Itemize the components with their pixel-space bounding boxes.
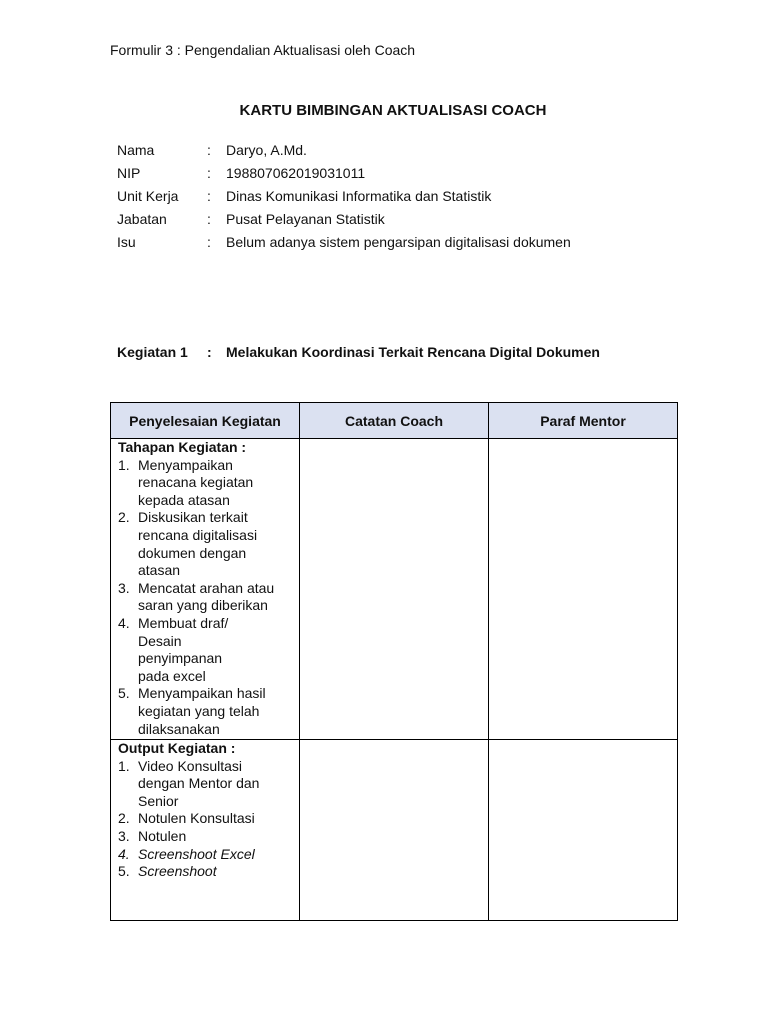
item-line: Screenshoot bbox=[138, 863, 217, 880]
item-text bbox=[138, 615, 293, 685]
output-list bbox=[118, 758, 293, 881]
item-line: Notulen Konsultasi bbox=[138, 810, 255, 827]
info-label: Jabatan bbox=[117, 211, 167, 228]
item-line: Mencatat arahan atau bbox=[138, 579, 275, 596]
list-item bbox=[118, 846, 293, 864]
item-line: pada excel bbox=[138, 667, 206, 684]
tahapan-list bbox=[118, 457, 293, 739]
kegiatan-colon: : bbox=[207, 344, 212, 360]
item-number: 3. bbox=[118, 579, 130, 596]
item-number: 2. bbox=[118, 810, 130, 827]
item-number: 3. bbox=[118, 827, 130, 844]
info-colon: : bbox=[207, 164, 211, 181]
info-value: Pusat Pelayanan Statistik bbox=[226, 211, 385, 228]
info-row-jabatan bbox=[117, 208, 571, 231]
item-text bbox=[138, 810, 293, 828]
output-heading: Output Kegiatan : bbox=[118, 740, 236, 756]
item-line: Menyampaikan hasil bbox=[138, 685, 266, 702]
item-line: dokumen dengan bbox=[138, 544, 247, 561]
info-value: Daryo, A.Md. bbox=[226, 141, 307, 158]
table-row bbox=[111, 740, 678, 921]
info-value: Belum adanya sistem pengarsipan digitalisasi dokumen bbox=[226, 234, 571, 251]
item-line: rencana digitalisasi bbox=[138, 526, 258, 543]
item-text bbox=[138, 758, 293, 811]
header-paraf-mentor: Paraf Mentor bbox=[489, 403, 678, 439]
item-line: penyimpanan bbox=[138, 650, 223, 667]
header-catatan-coach: Catatan Coach bbox=[300, 403, 489, 439]
list-item bbox=[118, 810, 293, 828]
paraf-mentor-cell bbox=[489, 439, 678, 740]
item-number: 1. bbox=[118, 757, 130, 774]
paraf-mentor-cell bbox=[489, 740, 678, 921]
info-value: 198807062019031011 bbox=[226, 164, 366, 181]
item-line: kegiatan yang telah bbox=[138, 702, 260, 719]
list-item bbox=[118, 580, 293, 615]
item-number: 4. bbox=[118, 614, 130, 631]
item-line: Membuat draf/ bbox=[138, 614, 229, 631]
item-line: Menyampaikan bbox=[138, 456, 233, 473]
item-number: 5. bbox=[118, 685, 130, 702]
table-header-row bbox=[111, 403, 678, 439]
item-text bbox=[138, 828, 293, 846]
list-item bbox=[118, 685, 293, 738]
item-text bbox=[138, 580, 293, 615]
list-item bbox=[118, 758, 293, 811]
item-line: Desain bbox=[138, 632, 182, 649]
list-item bbox=[118, 828, 293, 846]
info-label: Nama bbox=[117, 141, 155, 158]
info-row-unit-kerja bbox=[117, 184, 571, 207]
info-label: Isu bbox=[117, 234, 136, 251]
list-item bbox=[118, 863, 293, 881]
info-value: Dinas Komunikasi Informatika dan Statistik bbox=[226, 187, 492, 204]
item-text bbox=[138, 846, 293, 864]
catatan-coach-cell bbox=[300, 439, 489, 740]
tahapan-content bbox=[111, 439, 299, 738]
tahapan-cell bbox=[111, 439, 300, 740]
info-colon: : bbox=[207, 234, 211, 251]
item-line: atasan bbox=[138, 562, 181, 579]
item-line: Diskusikan terkait bbox=[138, 509, 248, 526]
output-cell bbox=[111, 740, 300, 921]
catatan-coach-cell bbox=[300, 740, 489, 921]
item-line: dengan Mentor dan bbox=[138, 775, 260, 792]
item-number: 5. bbox=[118, 863, 130, 880]
list-item bbox=[118, 509, 293, 579]
tahapan-heading: Tahapan Kegiatan : bbox=[118, 439, 247, 455]
guidance-table bbox=[110, 402, 678, 921]
info-colon: : bbox=[207, 187, 211, 204]
info-row-nip bbox=[117, 161, 571, 184]
item-text bbox=[138, 509, 293, 579]
form-label: Formulir 3 : Pengendalian Aktualisasi oleh Coach bbox=[110, 42, 416, 58]
kegiatan-label: Kegiatan 1 bbox=[117, 344, 188, 360]
header-penyelesaian: Penyelesaian Kegiatan bbox=[111, 403, 300, 439]
kegiatan-heading bbox=[117, 344, 600, 360]
item-text bbox=[138, 457, 293, 510]
item-line: Notulen bbox=[138, 827, 187, 844]
item-line: Senior bbox=[138, 792, 179, 809]
info-colon: : bbox=[207, 211, 211, 228]
info-label: NIP bbox=[117, 164, 141, 181]
item-number: 4. bbox=[118, 845, 130, 862]
page-title: KARTU BIMBINGAN AKTUALISASI COACH bbox=[239, 102, 547, 119]
item-line: renacana kegiatan bbox=[138, 474, 254, 491]
item-line: dilaksanakan bbox=[138, 720, 220, 737]
list-item bbox=[118, 457, 293, 510]
info-colon: : bbox=[207, 141, 211, 158]
item-line: Video Konsultasi bbox=[138, 757, 243, 774]
info-row-nama bbox=[117, 138, 571, 161]
item-line: kepada atasan bbox=[138, 491, 230, 508]
item-line: saran yang diberikan bbox=[138, 597, 268, 614]
item-text bbox=[138, 685, 293, 738]
item-text bbox=[138, 863, 293, 881]
item-line: Screenshoot Excel bbox=[138, 845, 255, 862]
item-number: 2. bbox=[118, 509, 130, 526]
table-row bbox=[111, 439, 678, 740]
list-item bbox=[118, 615, 293, 685]
info-row-isu bbox=[117, 231, 571, 254]
item-number: 1. bbox=[118, 456, 130, 473]
identity-info bbox=[117, 138, 571, 254]
info-label: Unit Kerja bbox=[117, 187, 179, 204]
output-content bbox=[111, 740, 299, 881]
kegiatan-value: Melakukan Koordinasi Terkait Rencana Digital Dokumen bbox=[226, 344, 600, 360]
